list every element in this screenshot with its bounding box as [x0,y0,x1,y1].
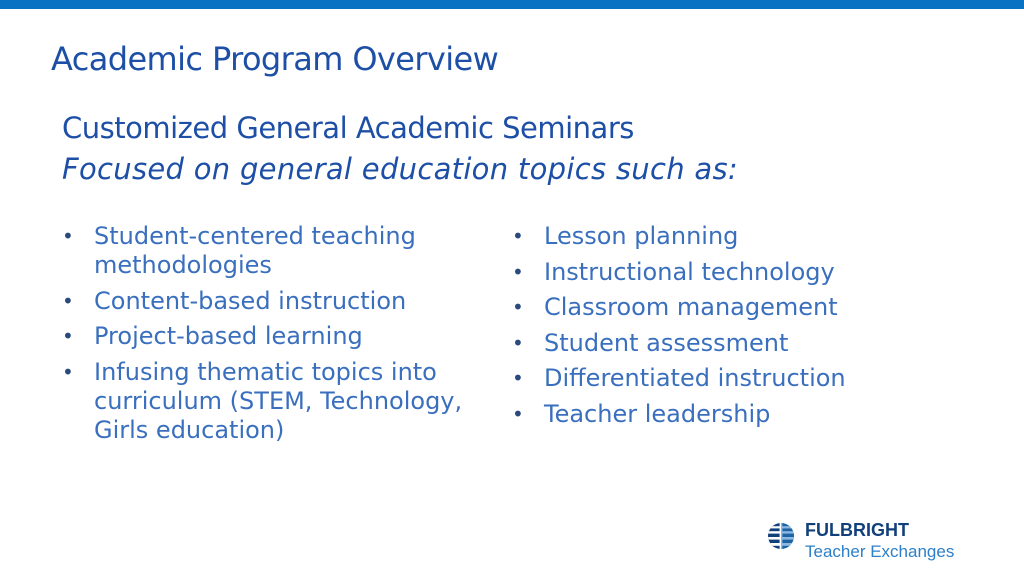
logo-subtitle: Teacher Exchanges [805,542,955,561]
list-item: • Instructional technology [512,258,972,287]
list-item: • Infusing thematic topics into curriculum (STEM, Technology, Girls education) [62,358,522,445]
list-item: • Student-centered teaching methodologies [62,222,522,280]
topics-list-right [512,222,972,435]
list-item: • Project-based learning [62,322,522,351]
section-subtitle: Customized General Academic Seminars [62,111,634,145]
list-item: • Student assessment [512,329,972,358]
section-tagline: Focused on general education topics such as: [62,152,738,186]
topics-list-left [62,222,522,451]
fulbright-logo [767,520,987,564]
list-item: • Classroom management [512,293,972,322]
logo-wordmark: FULBRIGHT [805,520,909,540]
list-item: • Content-based instruction [62,287,522,316]
list-item: • Lesson planning [512,222,972,251]
slide-title: Academic Program Overview [51,40,499,78]
list-item: • Teacher leadership [512,400,972,429]
top-accent-bar [0,0,1024,9]
list-item: • Differentiated instruction [512,364,972,393]
fulbright-globe-icon [767,522,795,550]
